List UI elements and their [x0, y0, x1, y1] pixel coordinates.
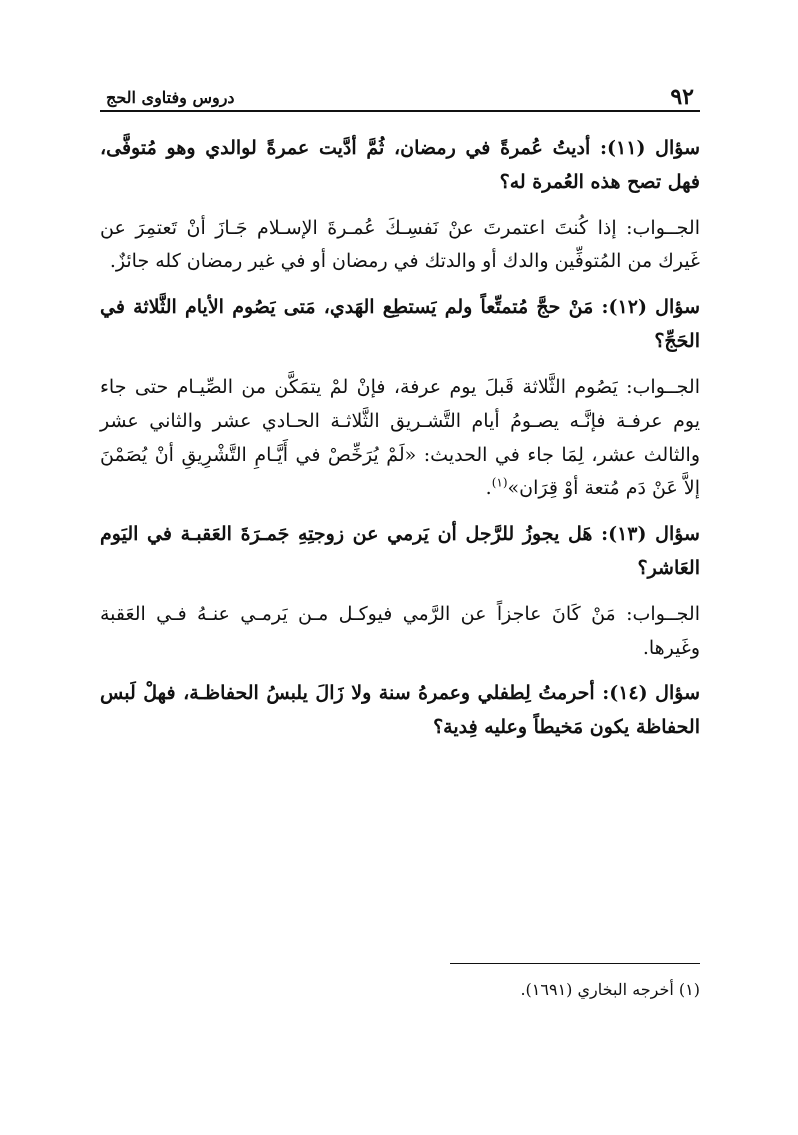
answer-12: الجــواب: يَصُوم الثَّلاثة قَبلَ يوم عرفة، فإنْ لمْ يتمَكَّن من الصِّيـام حتى جاء يوم عرفـة فإنَّـه يصـومُ أيام التَّشـريق الثَّلاثـة الحـادي عشر والثاني عشر والثالث عشر، لِمَا جاء في الحديث: «لَمْ يُرَخِّصْ في أَيَّـامِ التَّشْرِيقِ أنْ يُصَمْنَ إلاَّ عَنْ دَم مُتعة أوْ قِرَان»$^{(١)}$. [100, 375, 700, 500]
question-13 [100, 518, 700, 586]
question-11-text: سؤال (١١): أديتُ عُمرةً في رمضان، ثُمَّ أدَّيت عمرةً لوالدي وهو مُتوفَّى، فهل تصح هذه العُمرة له؟ [100, 137, 700, 193]
question-11 [100, 132, 700, 200]
answer-11 [100, 212, 700, 280]
question-13-text: سؤال (١٣): هَل يجوزُ للرَّجل أن يَرمي عن زوجتِهِ جَمـرَةَ العَقبـة في اليَوم العَاشر؟ [100, 523, 700, 579]
footnote [100, 980, 700, 999]
footnote-divider [450, 963, 700, 964]
document-page [100, 70, 700, 1110]
answer-11-text: الجــواب: إذا كُنتَ اعتمرتَ عنْ نَفسِـكَ عُمـرةَ الإسـلام جَـازَ أنْ تَعتمِرَ عن غَيرك من المُتوفِّين والدك أو والدتك في رمضان أو في غير رمضان كله جائزٌ. [100, 216, 700, 273]
question-12 [100, 291, 700, 359]
running-title: دروس وفتاوى الحج [106, 88, 235, 107]
page-header [100, 70, 700, 112]
answer-13 [100, 598, 700, 666]
page-number: ٩٢ [670, 84, 694, 110]
question-14-text: سؤال (١٤): أحرمتُ لِطفلي وعمرهُ سنة ولا زَالَ يلبسُ الحفاظـة، فهلْ لَبس الحفاظة يكون مَخيطاً وعليه فِدية؟ [100, 682, 700, 739]
page-content [100, 132, 700, 757]
question-12-text: سؤال (١٢): مَنْ حجَّ مُتمتِّعاً ولم يَستطِع الهَدي، مَتى يَصُوم الأيام الثَّلاثة في الحَجِّ؟ [100, 296, 700, 353]
answer-13-text: الجــواب: مَنْ كَانَ عاجزاً عن الرَّمي فيوكـل مـن يَرمـي عنـهُ فـي العَقبة وغَيرها. [100, 602, 700, 659]
footnote-text: (١) أخرجه البخاري (١٦٩١). [520, 980, 700, 999]
question-14 [100, 677, 700, 745]
answer-12-text: الجــواب: يَصُوم الثَّلاثة قَبلَ يوم عرفة، فإنْ لمْ يتمَكَّن من الصِّيـام حتى جاء يوم عرفـة فإنَّـه يصـومُ أيام التَّشـريق الثَّلاثـة الحـادي عشر والثاني عشر والثالث عشر، لِمَا جاء في الحديث: «لَمْ يُرَخِّصْ في أَيَّـامِ التَّشْرِيقِ أنْ يُصَمْنَ إلاَّ عَنْ دَم مُتعة أوْ قِرَان» [100, 375, 700, 500]
footnote-reference: (١) [491, 475, 508, 490]
